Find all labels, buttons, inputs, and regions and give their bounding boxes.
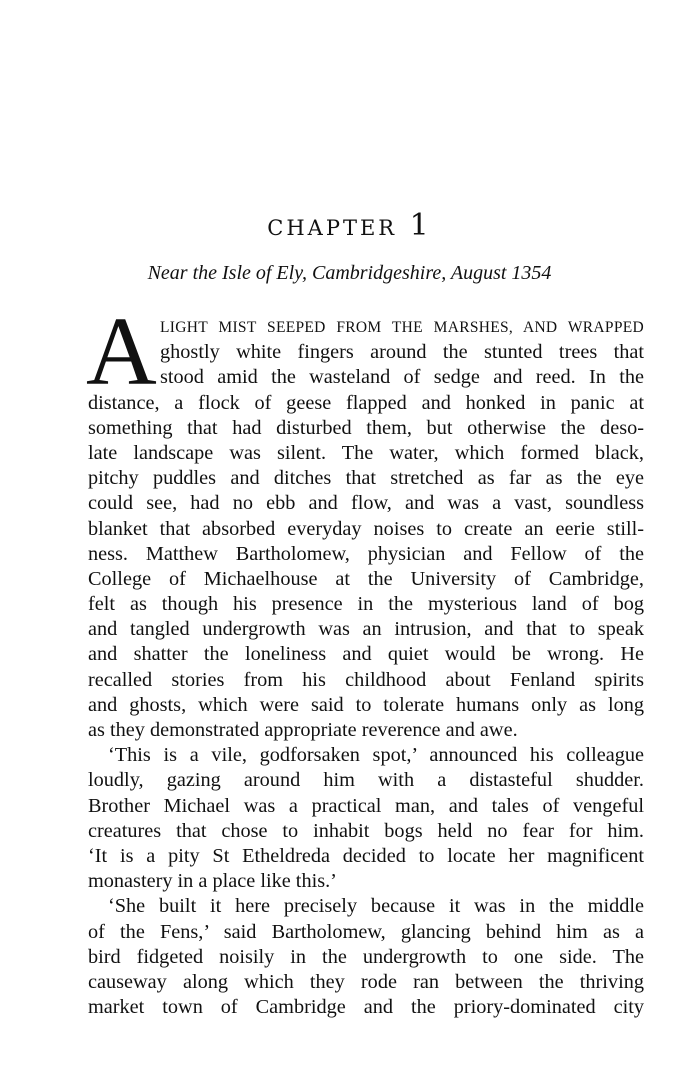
text-line: as they demonstrated appropriate reverence and awe.: [88, 719, 518, 741]
text-line: bird fidgeted noisily in the undergrowth to one side. The: [88, 945, 644, 968]
text-line: causeway along which they rode ran between the thriving: [88, 970, 644, 993]
text-line: of the Fens,’ said Bartholomew, glancing behind him as a: [88, 920, 644, 943]
text-line: monastery in a place like this.’: [88, 870, 337, 893]
body-text: [86, 298, 644, 1020]
text-line: stood amid the wasteland of sedge and reed. In the: [160, 366, 644, 389]
chapter-title: chapter 1: [267, 208, 432, 243]
chapter-location-date: Near the Isle of Ely, Cambridgeshire, August 1354: [147, 262, 552, 284]
text-line: recalled stories from his childhood about Fenland spirits: [88, 668, 644, 691]
text-line: loudly, gazing around him with a distasteful shudder.: [88, 769, 644, 792]
text-line: felt as though his presence in the mysterious land of bog: [88, 593, 644, 616]
text-line: ‘She built it here precisely because it was in the middle: [108, 895, 644, 918]
text-line: ghostly white fingers around the stunted trees that: [160, 341, 644, 364]
text-line: ‘It is a pity St Etheldreda decided to locate her magnificent: [88, 844, 644, 867]
text-line: College of Michaelhouse at the University of Cambridge,: [88, 567, 644, 590]
text-line: blanket that absorbed everyday noises to create an eerie still-: [88, 517, 644, 540]
drop-cap: A: [86, 298, 157, 406]
text-line: pitchy puddles and ditches that stretched as far as the eye: [88, 467, 644, 490]
text-line: distance, a flock of geese flapped and honked in panic at: [88, 391, 644, 414]
text-line: could see, had no ebb and flow, and was a vast, soundless: [88, 492, 644, 515]
text-line: ‘This is a vile, godforsaken spot,’ announced his colleague: [108, 744, 644, 767]
text-line: ness. Matthew Bartholomew, physician and Fellow of the: [88, 542, 644, 565]
text-line: and ghosts, which were said to tolerate humans only as long: [88, 693, 644, 716]
text-line: LIGHT MIST SEEPED FROM THE MARSHES, AND WRAPPED: [160, 319, 644, 336]
text-line: creatures that chose to inhabit bogs held no fear for him.: [88, 819, 644, 842]
text-line: market town of Cambridge and the priory-dominated city: [88, 996, 644, 1019]
text-line: and shatter the loneliness and quiet would be wrong. He: [88, 643, 644, 666]
text-line: and tangled undergrowth was an intrusion, and that to speak: [88, 618, 644, 641]
text-line: Brother Michael was a practical man, and tales of vengeful: [88, 794, 644, 817]
text-line: something that had disturbed them, but otherwise the deso-: [88, 416, 644, 439]
text-line: late landscape was silent. The water, which formed black,: [88, 441, 644, 464]
